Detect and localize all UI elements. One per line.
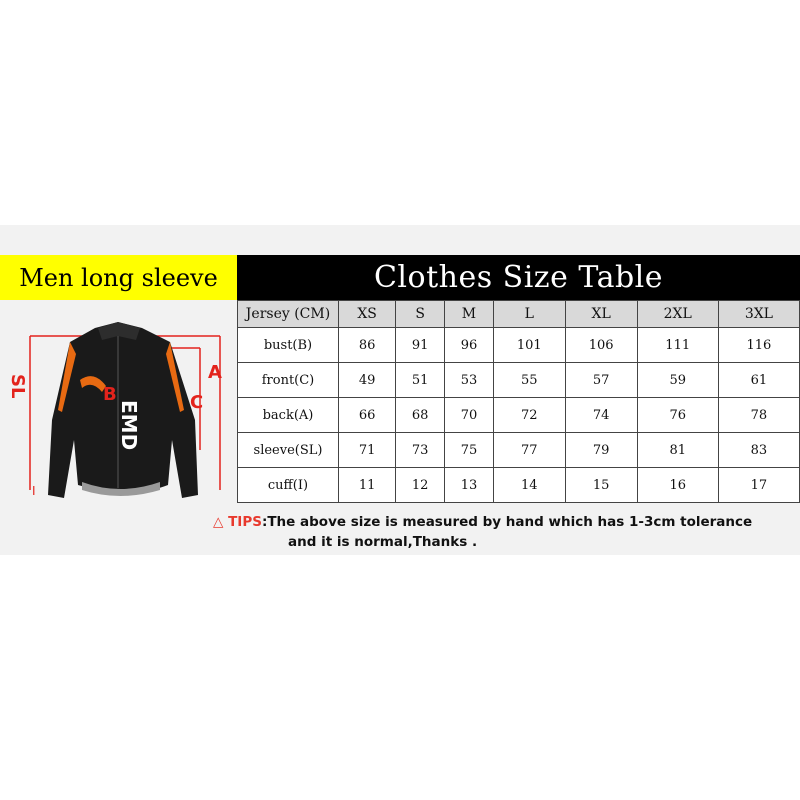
table-cell: 14 [493, 468, 565, 503]
table-cell: 59 [637, 363, 718, 398]
table-cell: 51 [396, 363, 445, 398]
table-cell: 78 [718, 398, 799, 433]
table-cell: 16 [637, 468, 718, 503]
header-cell-jersey: Jersey (CM) [238, 301, 339, 328]
header-cell-xs: XS [339, 301, 396, 328]
table-cell: 83 [718, 433, 799, 468]
tips-note [213, 512, 793, 552]
row-label: sleeve(SL) [238, 433, 339, 468]
measure-label-c: C [190, 392, 204, 413]
tips-label: TIPS [228, 514, 262, 530]
table-cell: 101 [493, 328, 565, 363]
table-cell: 68 [396, 398, 445, 433]
header-cell-xl: XL [565, 301, 637, 328]
table-cell: 55 [493, 363, 565, 398]
table-cell: 71 [339, 433, 396, 468]
header-cell-m: M [445, 301, 494, 328]
size-table-title-text: Clothes Size Table [373, 260, 664, 295]
table-cell: 61 [718, 363, 799, 398]
table-cell: 11 [339, 468, 396, 503]
size-table [237, 300, 800, 503]
table-cell: 15 [565, 468, 637, 503]
table-cell: 106 [565, 328, 637, 363]
table-cell: 79 [565, 433, 637, 468]
table-cell: 96 [445, 328, 494, 363]
measure-label-sl: SL [7, 374, 28, 399]
table-cell: 111 [637, 328, 718, 363]
jersey-illustration [7, 300, 235, 510]
table-cell: 75 [445, 433, 494, 468]
row-label: back(A) [238, 398, 339, 433]
row-label: cuff(I) [238, 468, 339, 503]
table-cell: 53 [445, 363, 494, 398]
table-cell: 17 [718, 468, 799, 503]
table-cell: 91 [396, 328, 445, 363]
table-row-bust [238, 328, 800, 363]
size-table-title [237, 255, 800, 300]
table-cell: 72 [493, 398, 565, 433]
table-cell: 76 [637, 398, 718, 433]
table-cell: 57 [565, 363, 637, 398]
header-cell-s: S [396, 301, 445, 328]
product-label-text: Men long sleeve [19, 263, 218, 292]
table-cell: 73 [396, 433, 445, 468]
header-cell-3xl: 3XL [718, 301, 799, 328]
tips-line-2: and it is normal,Thanks . [288, 534, 478, 550]
tips-line-1: :The above size is measured by hand which has 1-3cm tolerance [261, 514, 753, 530]
size-table-header-row [238, 301, 800, 328]
jersey-brand-text: EMD [117, 400, 141, 451]
table-cell: 49 [339, 363, 396, 398]
table-cell: 74 [565, 398, 637, 433]
measure-label-a: A [208, 362, 222, 383]
table-cell: 13 [445, 468, 494, 503]
measure-label-b: B [103, 384, 117, 405]
table-row-front [238, 363, 800, 398]
table-cell: 12 [396, 468, 445, 503]
table-cell: 116 [718, 328, 799, 363]
table-row-cuff [238, 468, 800, 503]
jersey-figure [7, 300, 235, 510]
row-label: bust(B) [238, 328, 339, 363]
table-cell: 86 [339, 328, 396, 363]
measure-label-i: I [32, 484, 36, 498]
product-label [0, 255, 237, 300]
table-cell: 77 [493, 433, 565, 468]
table-row-sleeve [238, 433, 800, 468]
row-label: front(C) [238, 363, 339, 398]
warning-triangle-icon: △ [213, 514, 224, 530]
header-cell-l: L [493, 301, 565, 328]
header-cell-2xl: 2XL [637, 301, 718, 328]
table-cell: 70 [445, 398, 494, 433]
table-cell: 66 [339, 398, 396, 433]
table-cell: 81 [637, 433, 718, 468]
table-row-back [238, 398, 800, 433]
